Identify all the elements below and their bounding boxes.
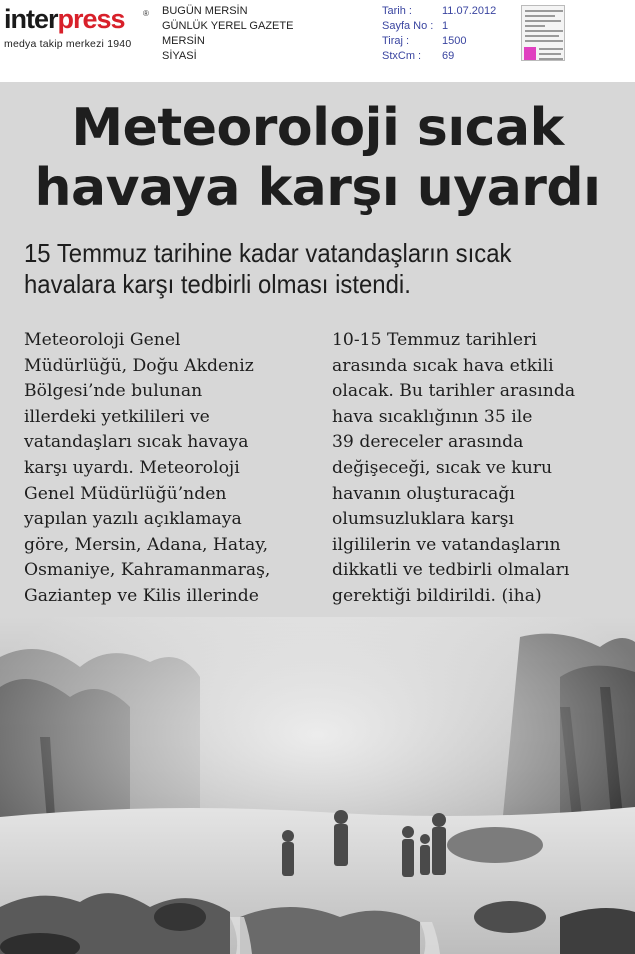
page-thumbnail[interactable] xyxy=(521,5,565,61)
body-line: havanın oluşturacağı xyxy=(332,483,515,504)
publication-type: GÜNLÜK YEREL GAZETE xyxy=(162,20,294,32)
body-line: Genel Müdürlüğü’nden xyxy=(24,483,227,504)
meta-circulation-value: 1500 xyxy=(442,35,467,47)
meta-circulation-label: Tiraj : xyxy=(382,35,410,47)
headline-line-2: havaya karşı uyardı xyxy=(34,158,601,218)
publication-city: MERSİN xyxy=(162,35,205,47)
publication-name: BUGÜN MERSİN xyxy=(162,5,248,17)
meta-page-row xyxy=(382,19,496,34)
meta-circulation-row xyxy=(382,34,496,49)
body-line: göre, Mersin, Adana, Hatay, xyxy=(24,534,269,555)
body-line: Müdürlüğü, Doğu Akdeniz xyxy=(24,355,254,376)
body-line: değişeceği, sıcak ve kuru xyxy=(332,457,553,478)
meta-stxcm-label: StxCm : xyxy=(382,50,422,62)
logo-wordmark xyxy=(4,4,125,34)
body-line: dikkatli ve tedbirli olmaları xyxy=(332,560,570,581)
body-line: olacak. Bu tarihler arasında xyxy=(332,381,576,402)
thumbnail-highlight xyxy=(524,47,536,60)
body-line: 10-15 Temmuz tarihleri xyxy=(332,330,537,350)
body-line: karşı uyardı. Meteoroloji xyxy=(24,457,240,478)
subhead-line-2: havalara karşı tedbirli olması istendi. xyxy=(24,269,411,299)
article-subheadline xyxy=(24,238,576,300)
meta-date-label: Tarih : xyxy=(382,5,412,17)
body-line: illerdeki yetkilileri ve xyxy=(24,406,210,427)
meta-date-row xyxy=(382,4,496,19)
clipping-metadata xyxy=(382,4,496,64)
meta-date-value: 11.07.2012 xyxy=(442,5,497,17)
body-line: Bölgesi’nde bulunan xyxy=(24,381,203,402)
body-line: vatandaşları sıcak havaya xyxy=(24,432,249,453)
article-body-column-1 xyxy=(24,328,314,610)
headline-line-1: Meteoroloji sıcak xyxy=(71,98,564,158)
publication-category: SİYASİ xyxy=(162,50,197,62)
body-line: Gaziantep ve Kilis illerinde xyxy=(24,585,259,606)
subhead-line-1: 15 Temmuz tarihine kadar vatandaşların sıcak xyxy=(24,238,512,268)
body-line: yapılan yazılı açıklamaya xyxy=(24,509,242,530)
body-line: Osmaniye, Kahramanmaraş, xyxy=(24,560,271,581)
clipping-header xyxy=(0,0,635,78)
body-line: olumsuzluklara karşı xyxy=(332,509,515,530)
interpress-logo xyxy=(4,4,150,50)
publication-info xyxy=(162,4,293,64)
body-line: hava sıcaklığının 35 ile xyxy=(332,406,533,427)
meta-page-value: 1 xyxy=(442,20,449,32)
news-article xyxy=(0,82,635,954)
body-line: gerektiği bildirildi. (iha) xyxy=(332,585,542,606)
meta-stxcm-row xyxy=(382,49,496,64)
logo-tagline: medya takip merkezi 1940 xyxy=(4,38,132,50)
article-photo xyxy=(0,617,635,954)
body-line: arasında sıcak hava etkili xyxy=(332,355,554,376)
body-line: Meteoroloji Genel xyxy=(24,330,181,350)
logo-word-dark: inter xyxy=(4,4,58,34)
body-line: ilgililerin ve vatandaşların xyxy=(332,534,561,555)
meta-stxcm-value: 69 xyxy=(442,50,455,62)
registered-mark: ® xyxy=(143,9,149,18)
logo-word-red: press xyxy=(57,4,125,34)
body-line: 39 dereceler arasında xyxy=(332,432,524,453)
article-headline xyxy=(0,98,635,218)
meta-page-label: Sayfa No : xyxy=(382,20,434,32)
article-body-column-2 xyxy=(332,328,622,610)
